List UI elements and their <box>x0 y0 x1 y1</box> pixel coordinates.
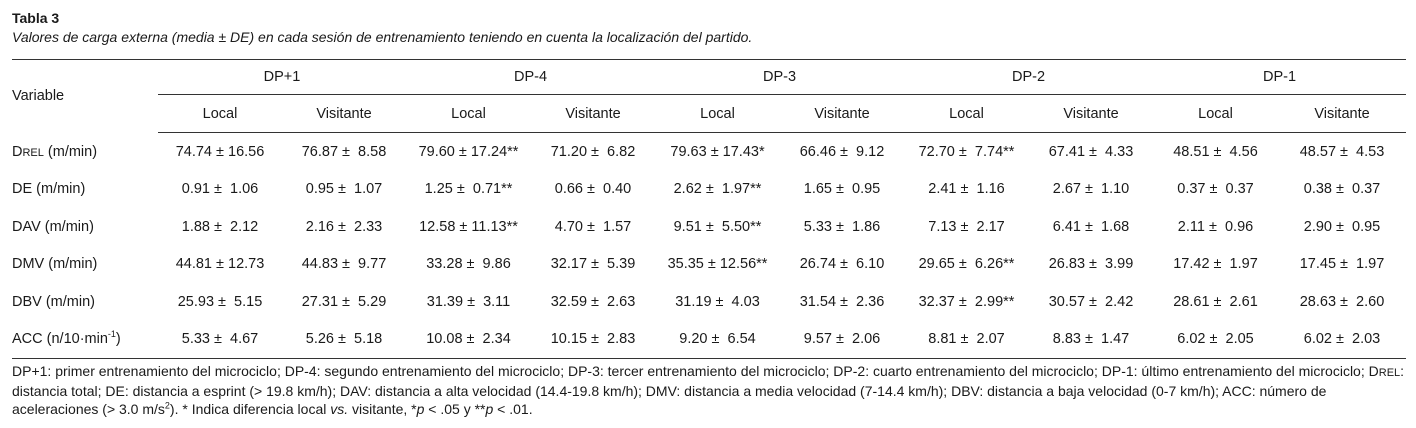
note-text: < .05 y ** <box>424 401 486 417</box>
subheader-local: Local <box>1153 95 1278 133</box>
cell-value: 4.70 ± 1.57 <box>554 218 632 235</box>
cell-value: 79.63 ± 17.43* <box>670 143 765 160</box>
note-italic: vs. <box>330 401 349 417</box>
cell-value: 2.16 ± 2.33 <box>305 218 383 235</box>
row-variable: DMV (m/min) <box>12 256 98 273</box>
cell-value: 2.11 ± 0.96 <box>1177 218 1254 235</box>
note-italic: p <box>485 401 494 417</box>
cell-value: 2.41 ± 1.16 <box>928 181 1005 198</box>
cell-value: 26.83 ± 3.99 <box>1048 256 1134 273</box>
table-footnote <box>12 362 1406 418</box>
cell-value: 7.13 ± 2.17 <box>928 218 1005 235</box>
cell-value: 26.74 ± 6.10 <box>799 256 885 273</box>
cell-value: 48.51 ± 4.56 <box>1173 143 1258 160</box>
note-text: < .01. <box>493 401 533 417</box>
table-row <box>12 208 1406 246</box>
cell-value: 32.59 ± 2.63 <box>550 293 636 310</box>
subheader-local: Local <box>655 95 780 133</box>
group-header-dp-4: DP-4 <box>406 60 655 95</box>
subheader-visitante: Visitante <box>780 95 904 133</box>
cell-value: 10.15 ± 2.83 <box>531 321 655 359</box>
cell-value: 66.46 ± 9.12 <box>799 143 885 160</box>
cell-value: 0.95 ± 1.07 <box>305 181 383 198</box>
cell-value: 5.33 ± 1.86 <box>803 218 881 235</box>
subheader-local: Local <box>406 95 531 133</box>
cell-value: 6.02 ± 2.05 <box>1153 321 1278 359</box>
subheader-visitante: Visitante <box>531 95 655 133</box>
cell-value: 9.51 ± 5.50** <box>673 218 762 235</box>
cell-value: 67.41 ± 4.33 <box>1048 143 1134 160</box>
cell-value: 12.58 ± 11.13** <box>419 218 518 235</box>
cell-value: 5.33 ± 4.67 <box>158 321 282 359</box>
table-row <box>12 321 1406 359</box>
cell-value: 0.91 ± 1.06 <box>181 181 259 198</box>
cell-value: 0.66 ± 0.40 <box>554 181 632 198</box>
cell-value: 17.45 ± 1.97 <box>1299 256 1385 273</box>
group-header-dp-3: DP-3 <box>655 60 904 95</box>
table-title: Tabla 3 <box>12 10 60 26</box>
cell-value: 1.25 ± 0.71** <box>424 181 513 198</box>
note-text: visitante, * <box>348 401 417 417</box>
group-header-dp-2: DP-2 <box>904 60 1153 95</box>
cell-value: 2.90 ± 0.95 <box>1303 218 1381 235</box>
group-header-dp-1: DP-1 <box>1153 60 1406 95</box>
cell-value: 0.38 ± 0.37 <box>1303 181 1381 198</box>
group-header-dp+1: DP+1 <box>158 60 406 95</box>
cell-value: 2.62 ± 1.97** <box>673 181 762 198</box>
cell-value: 32.17 ± 5.39 <box>550 256 636 273</box>
subheader-visitante: Visitante <box>1278 95 1406 133</box>
cell-value: 1.65 ± 0.95 <box>803 181 881 198</box>
cell-value: 25.93 ± 5.15 <box>177 293 263 310</box>
cell-value: 9.20 ± 6.54 <box>655 321 780 359</box>
row-variable: ACC $(n/10\cdot\min^{-1})$ <box>12 321 158 359</box>
cell-value: 79.60 ± 17.24** <box>418 143 519 160</box>
cell-value: 28.63 ± 2.60 <box>1299 293 1385 310</box>
table-row <box>12 246 1406 284</box>
row-variable: DE (m/min) <box>12 181 86 198</box>
variable-header <box>12 60 158 133</box>
subheader-visitante: Visitante <box>282 95 406 133</box>
cell-value: 31.19 ± 4.03 <box>675 293 760 310</box>
cell-value: 27.31 ± 5.29 <box>301 293 387 310</box>
cell-value: 0.37 ± 0.37 <box>1177 181 1254 198</box>
cell-value: 8.83 ± 1.47 <box>1029 321 1153 359</box>
cell-value: 9.57 ± 2.06 <box>780 321 904 359</box>
cell-value: 2.67 ± 1.10 <box>1052 181 1130 198</box>
cell-value: 31.54 ± 2.36 <box>799 293 885 310</box>
row-variable: DBV (m/min) <box>12 293 95 310</box>
cell-value: 32.37 ± 2.99** <box>918 293 1015 310</box>
cell-value: 44.81 ± 12.73 <box>175 256 265 273</box>
cell-value: 28.61 ± 2.61 <box>1173 293 1258 310</box>
cell-value: 44.83 ± 9.77 <box>301 256 387 273</box>
cell-value: 71.20 ± 6.82 <box>550 143 636 160</box>
subheader-visitante: Visitante <box>1029 95 1153 133</box>
cell-value: 31.39 ± 3.11 <box>426 293 511 310</box>
cell-value: 35.35 ± 12.56** <box>667 256 768 273</box>
data-table <box>12 59 1406 359</box>
subheader-local: Local <box>158 95 282 133</box>
note-superscript: 2 <box>164 400 170 411</box>
variable-header-label: Variable <box>12 88 65 105</box>
table-row <box>12 133 1406 171</box>
cell-value: 17.42 ± 1.97 <box>1173 256 1258 273</box>
table-figure <box>12 10 1406 418</box>
note-text: DP+1: primer entrenamiento del microciclo; DP-4: segundo entrenamiento del microciclo; DP-3: tercer entrenamiento del microciclo; DP-2: cuarto entrenamiento del microciclo; DP-1: último entrenamiento del microciclo; D <box>12 363 1379 379</box>
cell-value: 29.65 ± 6.26** <box>918 256 1015 273</box>
cell-value: 30.57 ± 2.42 <box>1048 293 1134 310</box>
note-italic: p <box>416 401 425 417</box>
table-row <box>12 283 1406 321</box>
cell-value: 6.02 ± 2.03 <box>1278 321 1406 359</box>
row-variable: DREL (m/min) <box>12 143 98 160</box>
note-text: ). * Indica diferencia local <box>169 401 331 417</box>
cell-value: 33.28 ± 9.86 <box>426 256 511 273</box>
cell-value: 74.74 ± 16.56 <box>175 143 265 160</box>
table-caption: Valores de carga externa (media ± DE) en cada sesión de entrenamiento teniendo en cuenta la localización del partido. <box>12 29 753 45</box>
table-body <box>12 133 1406 359</box>
subheader-local: Local <box>904 95 1029 133</box>
note-text: : distancia total; DE: distancia a esprint (> 19.8 km/h); DAV: distancia a alta velocidad (14.4-19.8 km/h); DMV: distancia a media velocidad (7-14.4 km/h); DBV: distancia a baja velocidad (0-7 km/h); ACC: número de aceleraciones (> 3.0 m/s <box>12 363 1405 417</box>
cell-value: 72.70 ± 7.74** <box>918 143 1015 160</box>
cell-value: 10.08 ± 2.34 <box>406 321 531 359</box>
cell-value: 1.88 ± 2.12 <box>181 218 259 235</box>
row-variable: DAV (m/min) <box>12 218 94 235</box>
table-row <box>12 171 1406 209</box>
cell-value: 76.87 ± 8.58 <box>301 143 387 160</box>
cell-value: 6.41 ± 1.68 <box>1052 218 1130 235</box>
note-smallcaps: REL <box>1378 367 1401 379</box>
cell-value: 8.81 ± 2.07 <box>904 321 1029 359</box>
cell-value: 5.26 ± 5.18 <box>282 321 406 359</box>
cell-value: 48.57 ± 4.53 <box>1299 143 1385 160</box>
